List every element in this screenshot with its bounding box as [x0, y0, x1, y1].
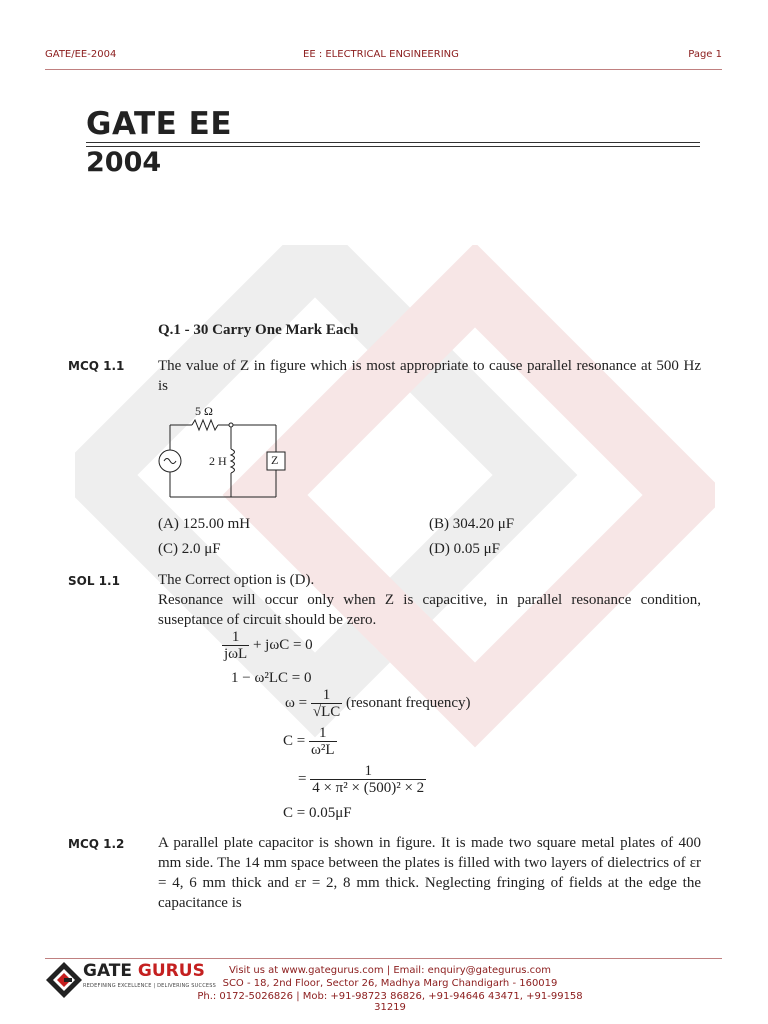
- logo-gurus: GURUS: [137, 961, 205, 981]
- header-left: GATE/EE-2004: [45, 49, 117, 60]
- title-rule: [86, 142, 700, 143]
- equation-5: [298, 763, 426, 796]
- eq1-numerator: 1: [222, 629, 249, 646]
- eq3-note: (resonant frequency): [346, 694, 471, 711]
- equation-4: [283, 725, 337, 758]
- eq4-denominator: ω²L: [310, 742, 335, 758]
- footer-contact-web[interactable]: Visit us at www.gategurus.com | Email: enquiry@gategurus.com: [228, 965, 552, 976]
- footer-phone: Ph.: 0172-5026826 | Mob: +91-98723 86826, +91-94646 43471, +91-99158 31219: [197, 991, 583, 1013]
- header-divider: [45, 69, 722, 70]
- logo-gate: GATE: [83, 961, 132, 981]
- footer-divider: [45, 958, 722, 959]
- solution-label: SOL 1.1: [68, 574, 120, 588]
- page-year: 2004: [86, 147, 162, 178]
- question-label: MCQ 1.1: [68, 359, 125, 373]
- logo-tagline: REDEFINING EXCELLENCE | DELIVERING SUCCESS: [83, 983, 216, 989]
- question-text: The value of Z in figure which is most appropriate to cause parallel resonance at 500 Hz is: [158, 358, 701, 394]
- title-rule: [86, 146, 700, 147]
- equation-2: 1 − ω²LC = 0: [231, 670, 312, 686]
- inductor-label: 2 H: [209, 454, 227, 468]
- section-heading: Q.1 - 30 Carry One Mark Each: [158, 322, 359, 338]
- page-number: Page 1: [688, 49, 722, 60]
- circuit-diagram: [150, 400, 295, 502]
- equation-3: [285, 687, 471, 720]
- logo-wordmark: [83, 961, 205, 981]
- option-c: (C) 2.0 μF: [158, 541, 221, 557]
- question-label: MCQ 1.2: [68, 837, 125, 851]
- equation-1: [222, 629, 313, 662]
- footer-address: SCO - 18, 2nd Floor, Sector 26, Madhya Marg Chandigarh - 160019: [222, 978, 558, 989]
- option-a: (A) 125.00 mH: [158, 516, 251, 532]
- eq4-numerator: 1: [309, 725, 337, 742]
- impedance-label: Z: [271, 453, 279, 467]
- eq3-denominator: √LC: [312, 704, 341, 720]
- eq1-denominator: jωL: [224, 646, 248, 662]
- eq4-lhs: C =: [283, 732, 306, 749]
- option-d: (D) 0.05 μF: [429, 541, 500, 557]
- eq5-denominator: 4 × π² × (500)² × 2: [312, 780, 425, 796]
- solution-line-1: The Correct option is (D).: [158, 572, 315, 588]
- gate-gurus-logo-icon: [45, 961, 83, 999]
- equation-6: C = 0.05μF: [283, 805, 352, 821]
- option-b: (B) 304.20 μF: [429, 516, 515, 532]
- eq3-lhs: ω =: [285, 694, 308, 711]
- resistor-label: 5 Ω: [195, 404, 213, 418]
- solution-line-2: Resonance will occur only when Z is capacitive, in parallel resonance condition, suseptance of circuit should be zero.: [158, 592, 701, 628]
- eq5-numerator: 1: [310, 763, 426, 780]
- header-center: EE : ELECTRICAL ENGINEERING: [303, 49, 459, 60]
- eq3-numerator: 1: [311, 687, 342, 704]
- eq1-rest: + jωC = 0: [252, 636, 313, 653]
- page-title: GATE EE: [86, 106, 232, 142]
- question-text: A parallel plate capacitor is shown in figure. It is made two square metal plates of 400 mm side. The 14 mm space between the plates is filled with two layers of dielectrics of εr = 4, 6 mm thick and εr = 2, 8 mm thick. Neglecting fringing of fields at the edge the capacitance is: [158, 835, 701, 911]
- eq5-lhs: =: [298, 770, 307, 787]
